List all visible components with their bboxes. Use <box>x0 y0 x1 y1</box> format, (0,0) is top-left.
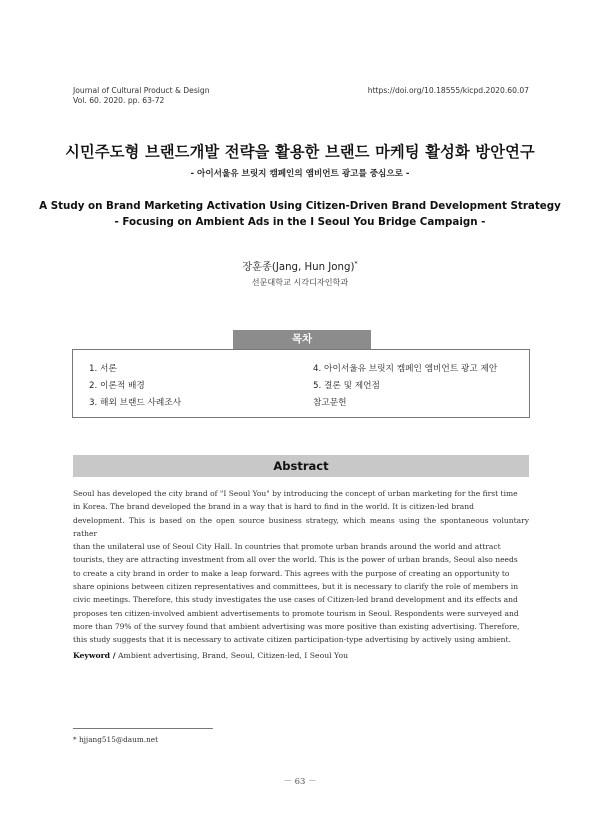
keyword-text: Ambient advertising, Brand, Seoul, Citizen-led, I Seoul You <box>117 651 349 660</box>
abstract-line: in Korea. The brand developed the brand in a way that is hard to find in the world. It is citizen-led brand <box>73 502 474 512</box>
abstract-heading: Abstract <box>73 455 529 477</box>
abstract-line: share opinions between citizen representatives and committees, but it is necessary to clarify the role of members in <box>73 582 519 592</box>
title-korean: 시민주도형 브랜드개발 전략을 활용한 브랜드 마케팅 활성화 방안연구 <box>65 143 535 161</box>
toc-item: 4. 아이서울유 브릿지 켐페인 엠비언트 광고 제안 <box>313 364 498 374</box>
toc-heading: 목차 <box>233 330 371 349</box>
toc-item: 1. 서론 <box>89 364 117 374</box>
journal-volume: Vol. 60. 2020. pp. 63-72 <box>73 96 165 105</box>
journal-name: Journal of Cultural Product & Design <box>73 86 210 95</box>
abstract-line: than the unilateral use of Seoul City Hall. In countries that promote urban brands around the world and attract <box>73 542 501 552</box>
doi-link[interactable]: https://doi.org/10.18555/kicpd.2020.60.07 <box>367 86 529 95</box>
author-name: 장훈종(Jang, Hun Jong) <box>242 262 355 273</box>
title-english-line1: A Study on Brand Marketing Activation Using Citizen-Driven Brand Development Strategy <box>39 200 561 212</box>
abstract-line: tourists, they are attracting investment from all over the world. This is the power of urban brands, Seoul also needs <box>73 555 518 565</box>
table-of-contents <box>72 349 530 418</box>
author-affiliation: 선문대학교 시각디자인학과 <box>251 277 349 287</box>
footnote-email: * hjjang515@daum.net <box>73 735 159 744</box>
subtitle-korean: - 아이서울유 브릿지 캠페인의 앰비언트 광고를 중심으로 - <box>190 169 410 179</box>
keyword-label: Keyword / <box>73 651 116 660</box>
abstract-line: this study suggests that it is necessary to activate citizen participation-type advertising by actively using ambient. <box>73 635 511 645</box>
toc-item: 2. 이론적 배경 <box>89 381 145 391</box>
journal-info <box>73 86 210 106</box>
title-english <box>0 198 600 230</box>
abstract-line: Seoul has developed the city brand of "I Seoul You" by introducing the concept of urban marketing for the first time <box>73 489 518 498</box>
toc-item: 3. 해외 브랜드 사례조사 <box>89 398 182 408</box>
page-number: － 63 － <box>283 777 317 787</box>
abstract-body <box>73 487 529 647</box>
author-line <box>0 258 600 273</box>
footnote-divider <box>73 728 213 729</box>
author-mark: * <box>354 259 358 268</box>
keyword-line <box>73 651 533 660</box>
abstract-line: civic meetings. Therefore, this study investigates the use cases of Citizen-led brand development and its effects and <box>73 595 518 605</box>
toc-item: 5. 결론 및 제언점 <box>313 381 380 391</box>
abstract-line: to create a city brand in order to make a leap forward. This agrees with the purpose of creating an opportunity to <box>73 568 510 578</box>
title-english-line2: - Focusing on Ambient Ads in the I Seoul You Bridge Campaign - <box>114 216 486 228</box>
abstract-line: more than 79% of the survey found that ambient advertising was more positive than existing advertising. Therefore, <box>73 621 520 631</box>
toc-item: 참고문헌 <box>313 398 347 408</box>
abstract-line: development. This is based on the open source business strategy, which means using the spontaneous voluntary rather <box>73 515 529 538</box>
abstract-line: proposes ten citizen-involved ambient advertisements to promote tourism in Seoul. Respondents were surveyed and <box>73 608 519 618</box>
